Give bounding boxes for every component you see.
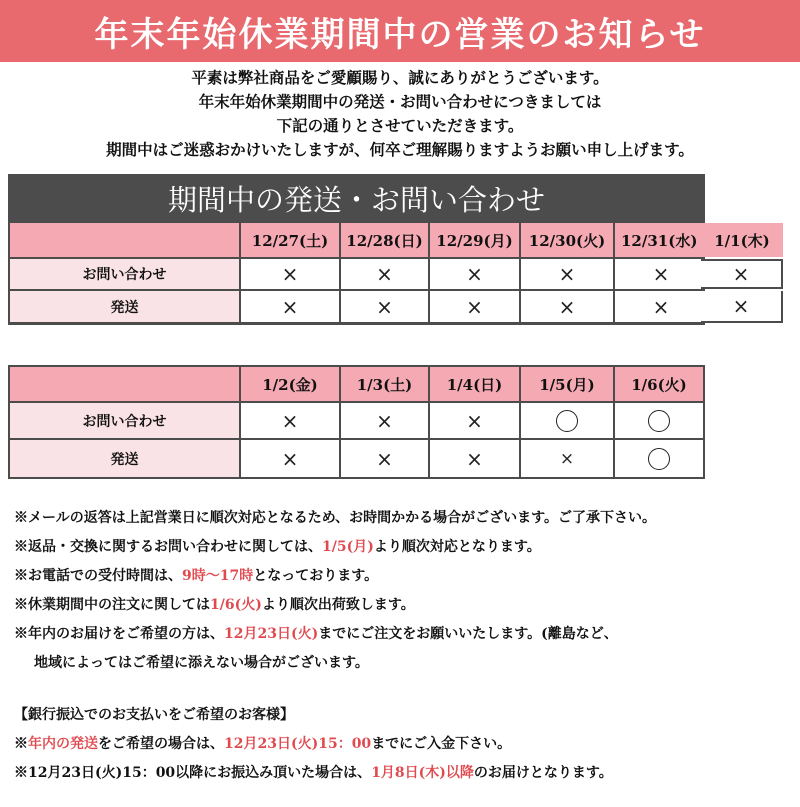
date-header: 1/5(月) bbox=[521, 367, 613, 401]
status-mark: × bbox=[341, 259, 428, 289]
available-circle-icon bbox=[648, 410, 670, 432]
header-blank-cell bbox=[10, 223, 239, 257]
date-header: 12/30(火) bbox=[521, 223, 613, 257]
row-label-shipping: 発送 bbox=[10, 291, 239, 322]
status-mark: × bbox=[430, 440, 519, 477]
available-circle-icon bbox=[556, 410, 578, 432]
date-header: 1/3(土) bbox=[341, 367, 428, 401]
date-header: 1/1(木) bbox=[701, 223, 783, 257]
date-header: 12/31(水) bbox=[615, 223, 707, 257]
intro-line: 下記の通りとさせていただきます。 bbox=[276, 116, 524, 135]
available-circle-icon bbox=[648, 448, 670, 470]
status-mark: × bbox=[241, 403, 339, 438]
status-mark: × bbox=[430, 403, 519, 438]
note-line: 地域によってはご希望に添えない場合がございます。 bbox=[34, 655, 369, 671]
date-header: 12/27(土) bbox=[241, 223, 339, 257]
note-line: ※お電話での受付時間は、9時～17時となっております。 bbox=[14, 568, 379, 584]
note-line: ※休業期間中の注文に関しては1/6(火)より順次出荷致します。 bbox=[14, 597, 415, 613]
date-header: 1/4(日) bbox=[430, 367, 519, 401]
status-mark bbox=[521, 403, 613, 438]
row-label-inquiry: お問い合わせ bbox=[10, 259, 239, 289]
notice-banner bbox=[0, 0, 800, 62]
status-mark: × bbox=[241, 259, 339, 289]
intro-line: 平素は弊社商品をご愛顧賜り、誠にありがとうございます。 bbox=[191, 68, 609, 87]
note-line: ※返品・交換に関するお問い合わせに関しては、1/5(月)より順次対応となります。 bbox=[14, 539, 541, 555]
status-mark: × bbox=[241, 291, 339, 322]
intro-text bbox=[0, 66, 800, 162]
status-mark: × bbox=[521, 259, 613, 289]
spacer bbox=[14, 678, 800, 701]
status-mark: × bbox=[430, 259, 519, 289]
status-mark: × bbox=[521, 440, 613, 477]
status-mark: × bbox=[701, 291, 783, 323]
date-header: 1/2(金) bbox=[241, 367, 339, 401]
note-line: ※メールの返答は上記営業日に順次対応となるため、お時間かかる場合がございます。ご了承下さい。 bbox=[14, 510, 657, 526]
schedule-table-2 bbox=[8, 365, 705, 479]
status-mark bbox=[615, 403, 703, 438]
row-label-shipping: 発送 bbox=[10, 440, 239, 477]
note-line: ※年内の発送をご希望の場合は、12月23日(火)15：00までにご入金下さい。 bbox=[14, 736, 512, 752]
status-mark: × bbox=[430, 291, 519, 322]
status-mark: × bbox=[341, 440, 428, 477]
notes-section bbox=[14, 504, 800, 788]
status-mark: × bbox=[341, 403, 428, 438]
status-mark: × bbox=[615, 291, 707, 322]
intro-line: 期間中はご迷惑おかけいたしますが、何卒ご理解賜りますようお願い申し上げます。 bbox=[106, 140, 694, 159]
status-mark: × bbox=[701, 259, 783, 289]
status-mark: × bbox=[241, 440, 339, 477]
note-line: ※12月23日(火)15：00以降にお振込み頂いた場合は、1月8日(木)以降のお届けとなります。 bbox=[14, 765, 613, 781]
schedule-table-1 bbox=[8, 174, 705, 325]
status-mark bbox=[615, 440, 703, 477]
bank-heading: 【銀行振込でのお支払いをご希望のお客様】 bbox=[14, 707, 294, 723]
date-header: 12/28(日) bbox=[341, 223, 428, 257]
date-header: 12/29(月) bbox=[430, 223, 519, 257]
status-mark: × bbox=[521, 291, 613, 322]
intro-line: 年末年始休業期間中の発送・お問い合わせにつきましては bbox=[198, 92, 602, 111]
date-header: 1/6(火) bbox=[615, 367, 703, 401]
status-mark: × bbox=[615, 259, 707, 289]
status-mark: × bbox=[341, 291, 428, 322]
row-label-inquiry: お問い合わせ bbox=[10, 403, 239, 438]
banner-title: 年末年始休業期間中の営業のお知らせ bbox=[94, 14, 706, 55]
table-title: 期間中の発送・お問い合わせ bbox=[167, 182, 545, 217]
header-blank-cell bbox=[10, 367, 239, 401]
note-line: ※年内のお届けをご希望の方は、12月23日(火)までにご注文をお願いいたします。(離島など、 bbox=[14, 626, 618, 642]
